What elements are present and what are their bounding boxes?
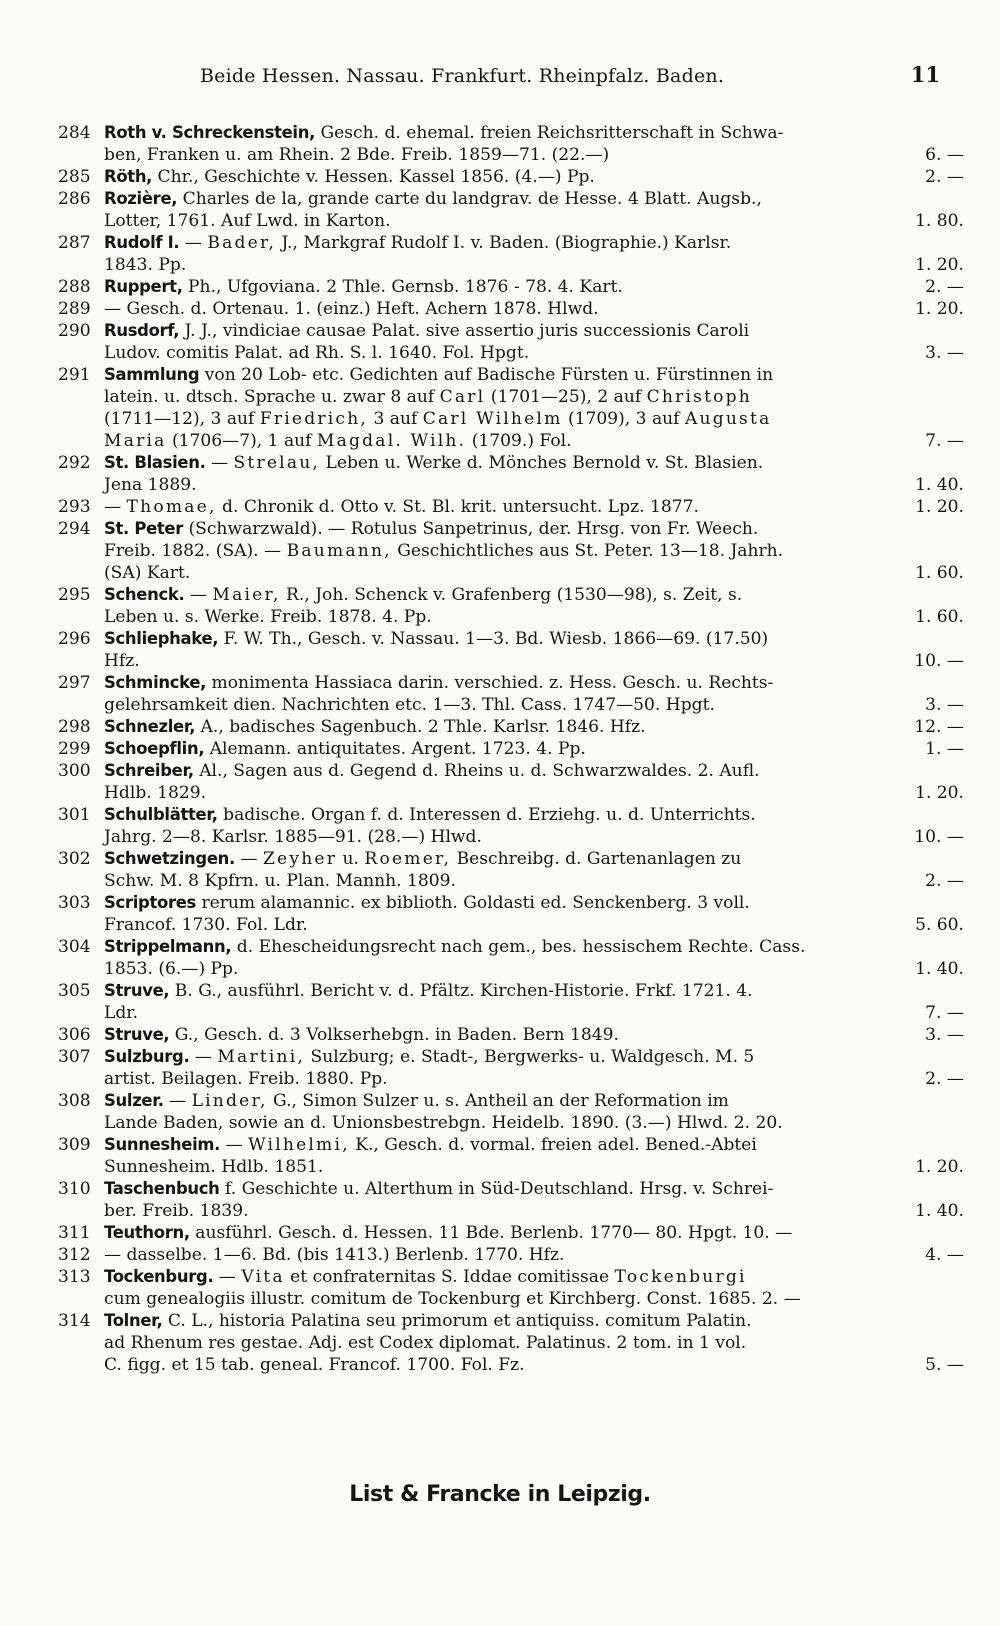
entry-line-text: Schnezler, A., badisches Sagenbuch. 2 Thle. Karlsr. 1846. Hfz. [104,717,646,737]
entry-text [104,738,964,760]
entry-text [104,672,964,716]
catalog-entry [58,276,964,298]
catalog-entry [58,320,964,364]
entry-line-text: Ludov. comitis Palat. ad Rh. S. l. 1640. Fol. Hpgt. [104,343,530,363]
entry-number: 300 [58,761,91,781]
entry-number: 311 [58,1223,91,1243]
catalog-entries [58,122,964,1376]
entry-price: 1. 20. [915,497,964,517]
entry-line [104,1200,964,1222]
entry-line-text: ber. Freib. 1839. [104,1201,249,1221]
entry-line-text: Schw. M. 8 Kpfrn. u. Plan. Mannh. 1809. [104,871,456,891]
entry-line [104,474,964,496]
entry-line [104,936,964,958]
entry-price: 2. — [925,167,964,187]
catalog-entry [58,672,964,716]
entry-number: 304 [58,937,91,957]
entry-text [104,1266,964,1310]
entry-line [104,694,964,716]
catalog-entry [58,452,964,496]
entry-line-text: Roth v. Schreckenstein, Gesch. d. ehemal. freien Reichsritterschaft in Schwa- [104,123,784,143]
entry-text [104,496,964,518]
entry-line-text: cum genealogiis illustr. comitum de Tockenburg et Kirchberg. Const. 1685. 2. — [104,1289,801,1309]
entry-text [104,518,964,584]
entry-line-text: Sunnesheim. — Wilhelmi, K., Gesch. d. vormal. freien adel. Bened.-Abtei [104,1135,757,1155]
entry-text [104,320,964,364]
publisher-footer: List & Francke in Leipzig. [349,1482,651,1507]
catalog-entry [58,1178,964,1222]
entry-line-text: Jahrg. 2—8. Karlsr. 1885—91. (28.—) Hlwd. [104,827,482,847]
entry-text [104,1310,964,1376]
catalog-entry [58,848,964,892]
entry-price: 2. — [925,1069,964,1089]
entry-line-text: Hdlb. 1829. [104,783,207,803]
entry-line-text: Sulzburg. — Martini, Sulzburg; e. Stadt-, Bergwerks- u. Waldgesch. M. 5 [104,1047,755,1067]
catalog-entry [58,1222,964,1244]
entry-line [104,628,964,650]
entry-line [104,826,964,848]
catalog-entry [58,1310,964,1376]
entry-line-text: 1853. (6.—) Pp. [104,959,239,979]
entry-text [104,1178,964,1222]
entry-number: 302 [58,849,91,869]
entry-line [104,958,964,980]
entry-line-text: Struve, B. G., ausführl. Bericht v. d. Pfältz. Kirchen-Historie. Frkf. 1721. 4. [104,981,753,1001]
entry-price: 1. 20. [915,299,964,319]
entry-line-text: Lotter, 1761. Auf Lwd. in Karton. [104,211,391,231]
entry-line [104,1354,964,1376]
entry-line-text: Tolner, C. L., historia Palatina seu primorum et antiquiss. comitum Palatin. [104,1311,752,1331]
entry-price: 7. — [925,1003,964,1023]
catalog-entry [58,892,964,936]
entry-text [104,584,964,628]
entry-text [104,232,964,276]
entry-line-text: Röth, Chr., Geschichte v. Hessen. Kassel 1856. (4.—) Pp. [104,167,595,187]
catalog-entry [58,298,964,320]
entry-text [104,364,964,452]
entry-text [104,1222,964,1244]
entry-price: 2. — [925,871,964,891]
entry-price: 1. 60. [915,607,964,627]
entry-line-text: Schoepflin, Alemann. antiquitates. Argent. 1723. 4. Pp. [104,739,586,759]
entry-line [104,584,964,606]
entry-price: 3. — [925,343,964,363]
entry-number: 285 [58,167,91,187]
entry-line-text: latein. u. dtsch. Sprache u. zwar 8 auf Carl (1701—25), 2 auf Christoph [104,387,753,407]
catalog-entry [58,1024,964,1046]
entry-line [104,1266,964,1288]
entry-line [104,232,964,254]
entry-number: 288 [58,277,91,297]
entry-line [104,276,964,298]
entry-line [104,716,964,738]
entry-line-text: Schliephake, F. W. Th., Gesch. v. Nassau. 1—3. Bd. Wiesb. 1866—69. (17.50) [104,629,769,649]
entry-price: 5. — [925,1355,964,1375]
entry-number: 294 [58,519,91,539]
entry-line [104,320,964,342]
entry-number: 297 [58,673,91,693]
entry-price: 10. — [914,651,964,671]
entry-line [104,1310,964,1332]
entry-number: 299 [58,739,91,759]
entry-line [104,914,964,936]
entry-line-text: Schmincke, monimenta Hassiaca darin. verschied. z. Hess. Gesch. u. Rechts- [104,673,774,693]
entry-text [104,188,964,232]
entry-text [104,166,964,188]
entry-line [104,650,964,672]
catalog-entry [58,188,964,232]
entry-line [104,298,964,320]
catalog-entry [58,496,964,518]
entry-line [104,782,964,804]
running-header [200,62,940,87]
entry-line-text: Ldr. [104,1003,139,1023]
entry-line [104,1244,964,1266]
catalog-entry [58,1046,964,1090]
entry-number: 303 [58,893,91,913]
entry-line [104,166,964,188]
entry-line-text: Rozière, Charles de la, grande carte du landgrav. de Hesse. 4 Blatt. Augsb., [104,189,762,209]
entry-line-text: Schenck. — Maier, R., Joh. Schenck v. Grafenberg (1530—98), s. Zeit, s. [104,585,743,605]
entry-line-text: Leben u. s. Werke. Freib. 1878. 4. Pp. [104,607,432,627]
entry-price: 4. — [925,1245,964,1265]
entry-price: 1. 20. [915,783,964,803]
entry-price: 1. 20. [915,1157,964,1177]
entry-line [104,1288,964,1310]
entry-line [104,804,964,826]
entry-line-text: Freib. 1882. (SA). — Baumann, Geschichtliches aus St. Peter. 13—18. Jahrh. [104,541,784,561]
entry-line [104,760,964,782]
entry-number: 313 [58,1267,91,1287]
entry-line-text: C. figg. et 15 tab. geneal. Francof. 1700. Fol. Fz. [104,1355,525,1375]
entry-price: 6. — [925,145,964,165]
entry-price: 5. 60. [915,915,964,935]
entry-line-text: Schwetzingen. — Zeyher u. Roemer, Beschreibg. d. Gartenanlagen zu [104,849,742,869]
entry-line-text: — Thomae, d. Chronik d. Otto v. St. Bl. krit. untersucht. Lpz. 1877. [104,497,699,517]
entry-line [104,606,964,628]
entry-line-text: Maria (1706—7), 1 auf Magdal. Wilh. (1709.) Fol. [104,431,572,451]
entry-line [104,1222,964,1244]
entry-line [104,1134,964,1156]
catalog-entry [58,760,964,804]
entry-line-text: Rudolf I. — Bader, J., Markgraf Rudolf I. v. Baden. (Biographie.) Karlsr. [104,233,732,253]
catalog-entry [58,628,964,672]
entry-price: 1. 40. [915,959,964,979]
catalog-entry [58,122,964,166]
catalog-entry [58,1090,964,1134]
entry-price: 2. — [925,277,964,297]
entry-number: 312 [58,1245,91,1265]
entry-line [104,144,964,166]
entry-price: 1. — [925,739,964,759]
entry-line-text: Struve, G., Gesch. d. 3 Volkserhebgn. in Baden. Bern 1849. [104,1025,619,1045]
entry-line [104,518,964,540]
entry-text [104,298,964,320]
catalog-entry [58,364,964,452]
catalog-entry [58,980,964,1024]
entry-line [104,1068,964,1090]
entry-line [104,452,964,474]
entry-line-text: Francof. 1730. Fol. Ldr. [104,915,308,935]
entry-line [104,430,964,452]
entry-line [104,1090,964,1112]
entry-text [104,760,964,804]
entry-number: 305 [58,981,91,1001]
entry-line [104,342,964,364]
entry-text [104,452,964,496]
entry-line-text: ben, Franken u. am Rhein. 2 Bde. Freib. 1859—71. (22.—) [104,145,610,165]
entry-line [104,188,964,210]
entry-number: 291 [58,365,91,385]
entry-price: 1. 40. [915,1201,964,1221]
entry-line [104,562,964,584]
entry-text [104,804,964,848]
entry-text [104,892,964,936]
entry-line-text: — dasselbe. 1—6. Bd. (bis 1413.) Berlenb. 1770. Hfz. [104,1245,565,1265]
entry-line-text: Teuthorn, ausführl. Gesch. d. Hessen. 11 Bde. Berlenb. 1770— 80. Hpgt. 10. — [104,1223,793,1243]
entry-text [104,1046,964,1090]
entry-number: 298 [58,717,91,737]
catalog-entry [58,166,964,188]
entry-number: 301 [58,805,91,825]
entry-line-text: Sammlung von 20 Lob- etc. Gedichten auf Badische Fürsten u. Fürstinnen in [104,365,774,385]
entry-line [104,1332,964,1354]
entry-line-text: (SA) Kart. [104,563,191,583]
entry-line-text: Strippelmann, d. Ehescheidungsrecht nach gem., bes. hessischem Rechte. Cass. [104,937,806,957]
catalog-entry [58,518,964,584]
entry-line [104,386,964,408]
entry-line-text: Scriptores rerum alamannic. ex biblioth. Goldasti ed. Senckenberg. 3 voll. [104,893,750,913]
entry-line [104,540,964,562]
entry-price: 7. — [925,431,964,451]
entry-line [104,870,964,892]
entry-price: 12. — [914,717,964,737]
entry-number: 307 [58,1047,91,1067]
entry-number: 289 [58,299,91,319]
entry-line-text: Schreiber, Al., Sagen aus d. Gegend d. Rheins u. d. Schwarzwaldes. 2. Aufl. [104,761,760,781]
entry-line [104,210,964,232]
entry-number: 296 [58,629,91,649]
entry-number: 310 [58,1179,91,1199]
entry-line-text: artist. Beilagen. Freib. 1880. Pp. [104,1069,388,1089]
entry-line-text: Sunnesheim. Hdlb. 1851. [104,1157,324,1177]
entry-line [104,980,964,1002]
catalog-entry [58,804,964,848]
entry-line-text: St. Peter (Schwarzwald). — Rotulus Sanpetrinus, der. Hrsg. von Fr. Weech. [104,519,759,539]
entry-price: 1. 80. [915,211,964,231]
entry-number: 290 [58,321,91,341]
entry-line-text: Sulzer. — Linder, G., Simon Sulzer u. s. Antheil an der Reformation im [104,1091,729,1111]
entry-line [104,364,964,386]
entry-line-text: gelehrsamkeit dien. Nachrichten etc. 1—3. Thl. Cass. 1747—50. Hpgt. [104,695,715,715]
entry-price: 1. 20. [915,255,964,275]
page-number: 11 [910,62,940,87]
entry-text [104,1244,964,1266]
header-title: Beide Hessen. Nassau. Frankfurt. Rheinpfalz. Baden. [200,65,725,87]
entry-line [104,672,964,694]
catalog-entry [58,1266,964,1310]
entry-line [104,496,964,518]
entry-line-text: Schulblätter, badische. Organ f. d. Interessen d. Erziehg. u. d. Unterrichts. [104,805,756,825]
entry-line-text: Taschenbuch f. Geschichte u. Alterthum in Süd-Deutschland. Hrsg. v. Schrei- [104,1179,774,1199]
entry-number: 308 [58,1091,91,1111]
catalog-entry [58,1244,964,1266]
entry-price: 3. — [925,1025,964,1045]
catalog-entry [58,1134,964,1178]
entry-line-text: Rusdorf, J. J., vindiciae causae Palat. sive assertio juris successionis Caroli [104,321,750,341]
entry-text [104,716,964,738]
entry-text [104,1134,964,1178]
catalog-entry [58,738,964,760]
entry-line [104,1178,964,1200]
entry-text [104,276,964,298]
entry-price: 1. 40. [915,475,964,495]
entry-line [104,408,964,430]
entry-line-text: St. Blasien. — Strelau, Leben u. Werke d. Mönches Bernold v. St. Blasien. [104,453,764,473]
entry-text [104,1024,964,1046]
entry-line-text: 1843. Pp. [104,255,187,275]
entry-line [104,1002,964,1024]
entry-text [104,848,964,892]
entry-number: 284 [58,123,91,143]
entry-number: 309 [58,1135,91,1155]
entry-price: 10. — [914,827,964,847]
entry-text [104,936,964,980]
entry-line [104,1156,964,1178]
entry-line-text: Hfz. [104,651,140,671]
catalog-entry [58,232,964,276]
entry-line-text: Lande Baden, sowie an d. Unionsbestrebgn. Heidelb. 1890. (3.—) Hlwd. 2. 20. [104,1113,783,1133]
entry-line [104,1024,964,1046]
entry-number: 287 [58,233,91,253]
entry-text [104,980,964,1024]
entry-line [104,254,964,276]
entry-price: 1. 60. [915,563,964,583]
entry-text [104,628,964,672]
entry-number: 292 [58,453,91,473]
entry-line [104,848,964,870]
entry-price: 3. — [925,695,964,715]
entry-line-text: — Gesch. d. Ortenau. 1. (einz.) Heft. Achern 1878. Hlwd. [104,299,599,319]
entry-line [104,892,964,914]
entry-number: 286 [58,189,91,209]
entry-number: 306 [58,1025,91,1045]
entry-text [104,122,964,166]
catalog-entry [58,716,964,738]
entry-line-text: Jena 1889. [104,475,197,495]
entry-line [104,1112,964,1134]
entry-number: 314 [58,1311,91,1331]
entry-line-text: (1711—12), 3 auf Friedrich, 3 auf Carl Wilhelm (1709), 3 auf Augusta [104,409,772,429]
entry-text [104,1090,964,1134]
entry-line-text: Ruppert, Ph., Ufgoviana. 2 Thle. Gernsb. 1876 - 78. 4. Kart. [104,277,623,297]
entry-line [104,122,964,144]
entry-line-text: ad Rhenum res gestae. Adj. est Codex diplomat. Palatinus. 2 tom. in 1 vol. [104,1333,747,1353]
entry-line [104,738,964,760]
catalog-entry [58,936,964,980]
entry-line-text: Tockenburg. — Vita et confraternitas S. Iddae comitissae Tockenburgi [104,1267,747,1287]
catalog-entry [58,584,964,628]
entry-line [104,1046,964,1068]
entry-number: 295 [58,585,91,605]
entry-number: 293 [58,497,91,517]
